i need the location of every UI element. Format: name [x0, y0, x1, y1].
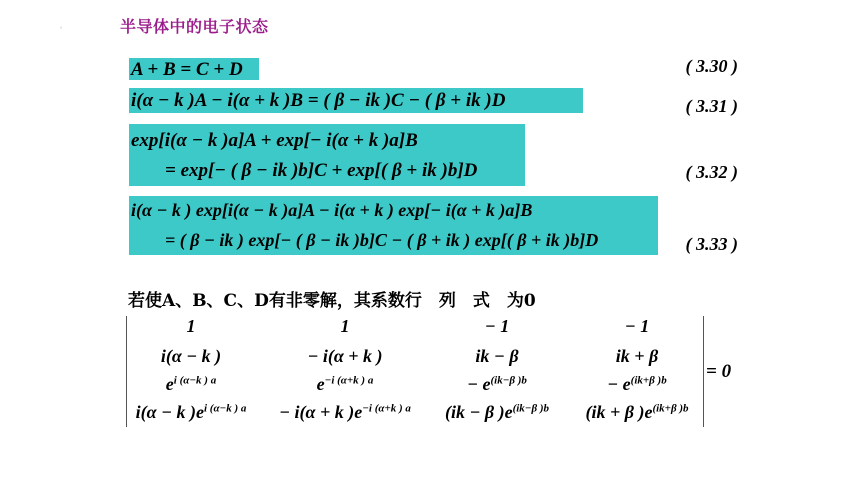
slide-dot: 。 — [60, 24, 67, 30]
determinant-equals-zero: = 0 — [706, 361, 732, 382]
matrix-cell: i(α − k ) — [160, 346, 222, 366]
matrix-cell: − $e^{(ik-\beta )b}$ — [467, 374, 527, 394]
equation-number: ( 3.30 ) — [685, 56, 738, 76]
matrix-cell: ik + β — [615, 346, 659, 366]
equation-line: i(α − k ) exp[i(α − k )a]A − i(α + k ) exp[− i(α + k )a]B — [131, 200, 533, 220]
matrix-cell: − 1 — [624, 316, 650, 336]
equation-line: exp[i(α − k )a]A + exp[− i(α + k )a]B — [131, 130, 418, 151]
equation-line: = exp[− ( β − ik )b]C + exp[( β + ik )b]D — [165, 160, 478, 181]
matrix-cell: (ik + β )$e^{(ik+\beta )b}$ — [585, 402, 689, 422]
matrix-cell: − $e^{(ik+\beta )b}$ — [607, 374, 667, 394]
equation-line: A + B = C + D — [131, 59, 243, 80]
matrix-cell: 1 — [186, 316, 196, 336]
matrix-cell: ik − β — [475, 346, 519, 366]
matrix-cell: i(α − k )$e^{i (\alpha-k ) a}$ — [135, 402, 247, 422]
matrix-cell: − i(α + k ) — [307, 346, 383, 366]
equation-3-30 — [129, 58, 259, 80]
equation-3-31 — [129, 88, 583, 113]
determinant-condition-text: 若使A、B、C、D有非零解，其系数行 列 式 为0 — [128, 291, 536, 311]
equation-number: ( 3.31 ) — [685, 96, 738, 116]
equation-3-33 — [129, 196, 658, 255]
matrix-cell: − i(α + k )$e^{-i (\alpha+k ) a}$ — [279, 402, 411, 422]
matrix-cell: (ik − β )$e^{(ik-\beta )b}$ — [444, 402, 550, 422]
matrix-cell: $e^{i (\alpha-k ) a}$ — [165, 374, 217, 394]
equation-number: ( 3.32 ) — [685, 162, 738, 182]
matrix-cell: − 1 — [484, 316, 510, 336]
equation-line: = ( β − ik ) exp[− ( β − ik )b]C − ( β + ik ) exp[( β + ik )b]D — [165, 230, 599, 250]
equation-3-32 — [129, 124, 525, 186]
page-title: 半导体中的电子状态 — [120, 17, 269, 36]
matrix-cell: 1 — [340, 316, 350, 336]
equation-number: ( 3.33 ) — [685, 234, 738, 254]
coefficient-determinant — [126, 316, 704, 427]
equation-line: i(α − k )A − i(α + k )B = ( β − ik )C − ( β + ik )D — [131, 90, 506, 111]
matrix-cell: $e^{-i (\alpha+k ) a}$ — [316, 374, 374, 394]
